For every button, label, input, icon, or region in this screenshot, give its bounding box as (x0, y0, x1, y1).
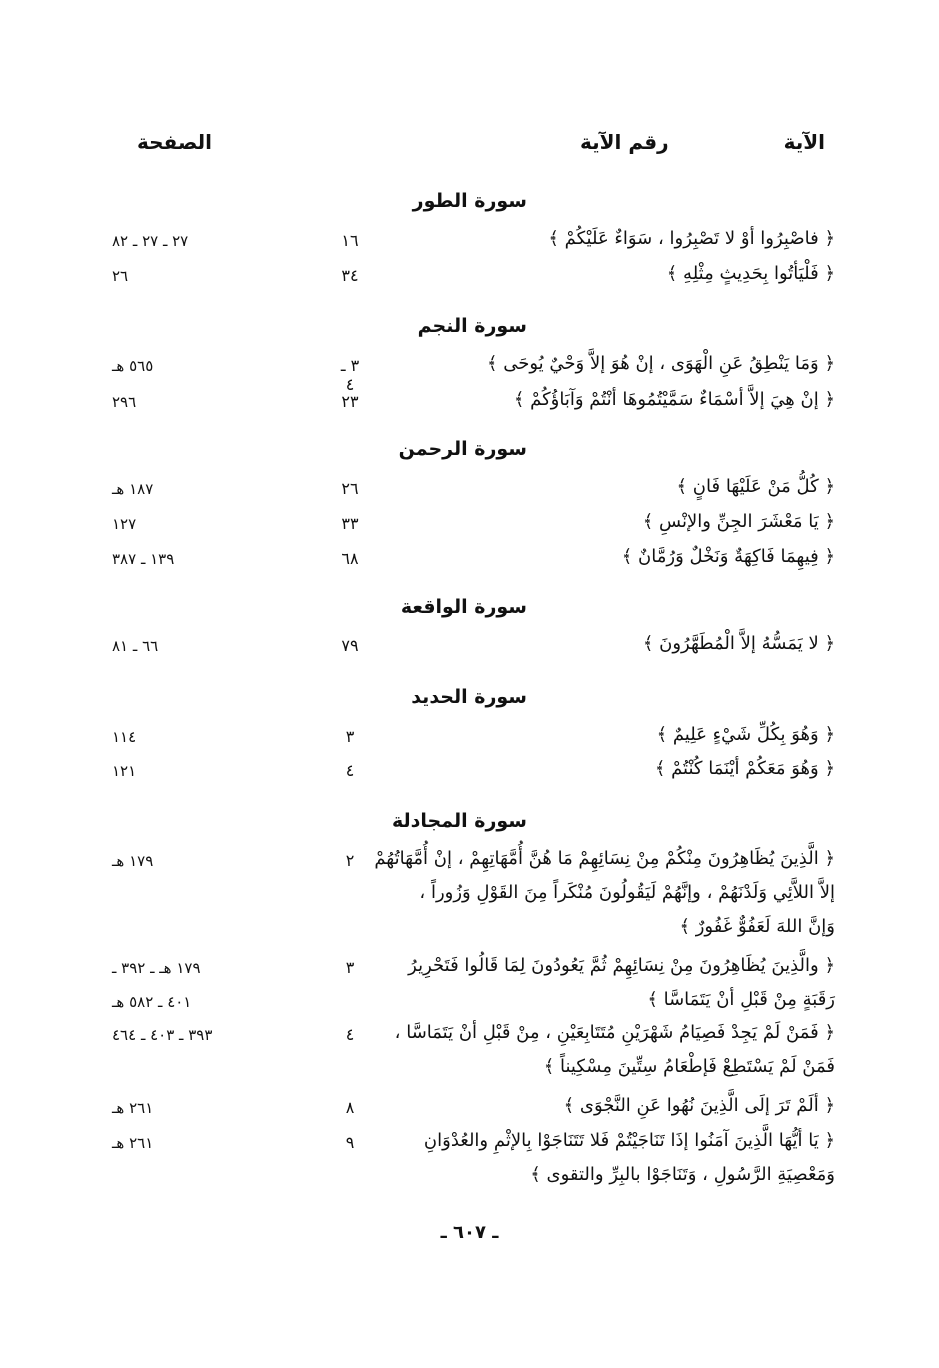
verse-text: رَقَبَةٍ مِنْ قَبْلِ أنْ يَتَمَاسَّا ﴾ (647, 989, 835, 1010)
verse-text: ﴿ وَمَا يَنْطِقُ عَنِ الْهَوَى ، إنْ هُوَ إلاَّ وَحْيٌ يُوحَى ﴾ (486, 353, 835, 374)
verse-number: ٦٨ (341, 549, 359, 568)
verse-text: ﴿ فَمَنْ لَمْ يَجِدْ فَصِيَامُ شَهْرَيْنِ مُتَتَابِعَيْنِ ، مِنْ قَبْلِ أنْ يَتَمَاسَّا ، (394, 1022, 835, 1043)
verse-text: ﴿ يَا مَعْشَرَ الجِنِّ والإنْسِ ﴾ (642, 511, 835, 532)
verse-text: فَمَنْ لَمْ يَسْتَطِعْ فَإطْعَامُ سِتِّينَ مِسْكِيناً ﴾ (543, 1056, 835, 1077)
page-reference: ١٧٩ هـ (112, 852, 154, 870)
verse-number: ٨ (345, 1098, 355, 1117)
verse-text: ﴿ إنْ هِيَ إلاَّ أسْمَاءٌ سَمَّيْتُمُوهَا أنْتُمْ وَآبَاؤُكُمْ ﴾ (513, 389, 835, 410)
surah-title: سورة النجم (417, 315, 527, 337)
column-header-page: الصفحة (137, 130, 213, 154)
surah-title: سورة الرحمن (398, 438, 527, 460)
column-header-verse: الآية (783, 130, 825, 154)
verse-text: ﴿ وَهُوَ بِكُلِّ شَيْءٍ عَلِيمٌ ﴾ (656, 724, 835, 745)
surah-title: سورة الحديد (411, 686, 527, 708)
verse-text: ﴿ ألَمْ تَرَ إلَى الَّذِينَ نُهُوا عَنِ النَّجْوَى ﴾ (563, 1095, 835, 1116)
page-reference: ٦٦ ـ ٨١ (112, 637, 159, 655)
verse-text: إلاَّ اللاَّئِي وَلَدْنَهُمْ ، وإنَّهُمْ لَيَقُولُونَ مُنْكَراً مِنَ القَوْلِ وَزُوراً ، (419, 882, 835, 903)
verse-number: ٣ (345, 727, 355, 746)
page-reference: ١٢٧ (112, 515, 137, 533)
surah-title: سورة المجادلة (392, 810, 527, 832)
verse-number: ١٦ (341, 231, 359, 250)
page-reference: ٢٦١ هـ (112, 1134, 154, 1152)
page-reference: ١٢١ (112, 762, 137, 780)
verse-text: ﴿ كُلُّ مَنْ عَلَيْهَا فَانٍ ﴾ (676, 476, 835, 497)
verse-text: ﴿ فاصْبِرُوا أوْ لا تَصْبِرُوا ، سَوَاءٌ عَلَيْكُمْ ﴾ (548, 228, 835, 249)
page-number: ـ ٦٠٧ ـ (440, 1222, 499, 1243)
page-reference: ٤٠١ ـ ٥٨٢ هـ (112, 993, 192, 1011)
verse-number: ٧٩ (341, 636, 359, 655)
page-reference: ٢٧ ـ ٢٧ ـ ٨٢ (112, 232, 189, 250)
page-reference: ١٨٧ هـ (112, 480, 154, 498)
verse-number: ٢ (345, 851, 355, 870)
verse-text: ﴿ فِيهِمَا فَاكِهَةٌ وَنَخْلٌ وَرُمَّانٌ ﴾ (621, 546, 835, 567)
verse-text: ﴿ وَهُوَ مَعَكُمْ أيْنَمَا كُنْتُمْ ﴾ (654, 758, 835, 779)
page-reference: ٢٦ (112, 267, 129, 285)
verse-number: ٤ (345, 1025, 355, 1044)
verse-number: ٣ (345, 958, 355, 977)
verse-number: ٤ (345, 761, 355, 780)
verse-text: ﴿ لا يَمَسُّهُ إلاَّ الْمُطَهَّرُونَ ﴾ (642, 633, 835, 654)
page-reference: ٣٩٣ ـ ٤٠٣ ـ ٤٦٤ (112, 1026, 213, 1044)
verse-number: ٣٣ (341, 514, 359, 533)
verse-text: ﴿ والَّذِينَ يُظَاهِرُونَ مِنْ نِسَائِهِمْ ثُمَّ يَعُودُونَ لِمَا قَالُوا فَتَحْرِيرُ (408, 955, 835, 976)
page-reference: ٥٦٥ هـ (112, 357, 154, 375)
verse-number: ٣ ـ ٤ (340, 356, 360, 394)
verse-text: ﴿ فَلْيَأتُوا بِحَدِيثٍ مِثْلِهِ ﴾ (666, 263, 835, 284)
verse-number: ٢٦ (341, 479, 359, 498)
page-reference: ٢٦١ هـ (112, 1099, 154, 1117)
surah-title: سورة الواقعة (400, 596, 527, 618)
verse-text: وَمَعْصِيَةِ الرَّسُولِ ، وَتَنَاجَوْا بالبِرِّ والتقوى ﴾ (530, 1164, 835, 1185)
surah-title: سورة الطور (412, 190, 527, 212)
verse-number: ٣٤ (341, 266, 359, 285)
page-reference: ٢٩٦ (112, 393, 137, 411)
verse-text: وَإنَّ اللهَ لَعَفُوٌّ غَفُورٌ ﴾ (679, 916, 835, 937)
page-reference: ١٣٩ ـ ٣٨٧ (112, 550, 175, 568)
page-reference: ١١٤ (112, 728, 137, 746)
verse-number: ٩ (345, 1133, 355, 1152)
verse-text: ﴿ يَا أيُّهَا الَّذِينَ آمَنُوا إذَا تَنَاجَيْتُمْ فَلا تَتَنَاجَوْا بِالإثْمِ والعُدْوَانِ (423, 1130, 835, 1151)
verse-number: ٢٣ (341, 392, 359, 411)
column-header-verse-number: رقم الآية (580, 130, 669, 154)
page-reference: ١٧٩ هـ ـ ٣٩٢ ـ (112, 959, 201, 977)
verse-text: ﴿ الَّذِينَ يُظَاهِرُونَ مِنْكُمْ مِنْ نِسَائِهِمْ مَا هُنَّ أُمَّهَاتِهِمْ ، إنْ أُمَّهَاتُهُمْ (374, 848, 835, 869)
